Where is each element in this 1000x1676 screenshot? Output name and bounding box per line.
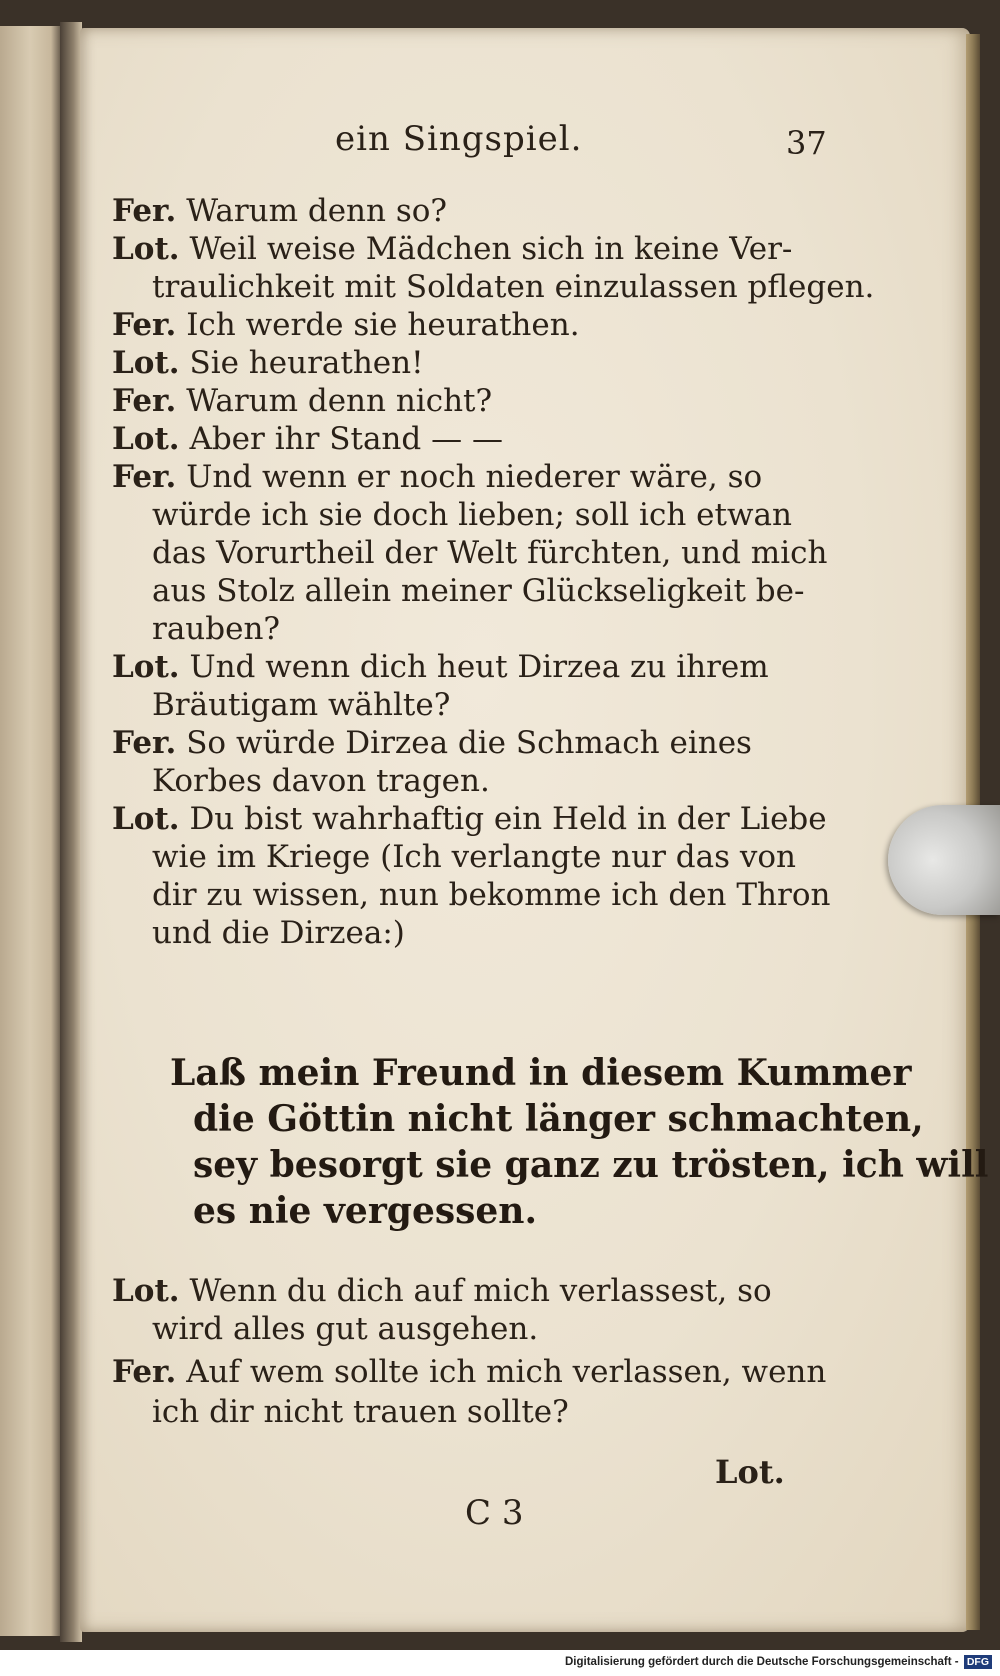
- line-text: dir zu wissen, nun bekomme ich den Thron: [152, 877, 831, 913]
- page-clip: [888, 805, 1000, 915]
- dialogue-line: [152, 268, 874, 306]
- catchword: Lot.: [715, 1453, 785, 1491]
- line-text: würde ich sie doch lieben; soll ich etwan: [152, 497, 792, 533]
- dialogue-line: [152, 572, 804, 610]
- dialogue-line: [152, 876, 830, 914]
- facing-page-edge: [0, 26, 60, 1636]
- line-text: traulichkeit mit Soldaten einzulassen pflegen.: [152, 269, 875, 305]
- speaker-label: Lot.: [112, 421, 180, 457]
- dialogue-line: [152, 496, 792, 534]
- dialogue-line: [112, 800, 827, 838]
- dialogue-line: [112, 344, 424, 382]
- song-line: Laß mein Freund in diesem Kummer: [170, 1052, 912, 1094]
- song-line: die Göttin nicht länger schmachten,: [193, 1098, 924, 1140]
- dialogue-line: [112, 230, 792, 268]
- line-text: Korbes davon tragen.: [152, 763, 490, 799]
- line-text: Du bist wahrhaftig ein Held in der Liebe: [189, 801, 827, 837]
- speaker-label: Fer.: [112, 383, 177, 419]
- dialogue-line: [112, 1353, 826, 1391]
- dialogue-line: [152, 610, 280, 648]
- speaker-label: Fer.: [112, 193, 177, 229]
- dialogue-line: [112, 648, 769, 686]
- speaker-label: Fer.: [112, 307, 177, 343]
- speaker-label: Lot.: [112, 649, 180, 685]
- dialogue-line: [112, 420, 503, 458]
- line-text: Aber ihr Stand — —: [189, 421, 503, 457]
- dialogue-line: [112, 724, 752, 762]
- song-line: es nie vergessen.: [193, 1190, 538, 1232]
- dfg-logo: DFG: [964, 1655, 992, 1669]
- dialogue-line: [112, 306, 580, 344]
- line-text: das Vorurtheil der Welt fürchten, und mich: [152, 535, 828, 571]
- line-text: ich dir nicht trauen sollte?: [152, 1394, 569, 1430]
- song-line: sey besorgt sie ganz zu trösten, ich will: [193, 1144, 989, 1186]
- digitization-credit: [565, 1651, 992, 1673]
- line-text: Bräutigam wählte?: [152, 687, 451, 723]
- dialogue-line: [112, 382, 492, 420]
- speaker-label: Lot.: [112, 345, 180, 381]
- signature-mark: C 3: [465, 1493, 524, 1533]
- line-text: rauben?: [152, 611, 281, 647]
- dialogue-line: [112, 1272, 772, 1310]
- dialogue-line: [152, 914, 405, 952]
- line-text: Ich werde sie heurathen.: [186, 307, 580, 343]
- dialogue-line: [152, 838, 796, 876]
- speaker-label: Lot.: [112, 1273, 180, 1309]
- line-text: Weil weise Mädchen sich in keine Ver-: [189, 231, 793, 267]
- dialogue-line: [112, 192, 447, 230]
- speaker-label: Fer.: [112, 1354, 177, 1390]
- line-text: Und wenn dich heut Dirzea zu ihrem: [189, 649, 769, 685]
- dialogue-line: [152, 762, 490, 800]
- running-head: ein Singspiel.: [335, 119, 583, 159]
- line-text: aus Stolz allein meiner Glückseligkeit be-: [152, 573, 805, 609]
- dialogue-line: [112, 458, 762, 496]
- line-text: Und wenn er noch niederer wäre, so: [186, 459, 763, 495]
- line-text: Warum denn so?: [186, 193, 448, 229]
- line-text: Sie heurathen!: [189, 345, 424, 381]
- speaker-label: Fer.: [112, 725, 177, 761]
- line-text: Wenn du dich auf mich verlassest, so: [189, 1273, 772, 1309]
- credit-text: Digitalisierung gefördert durch die Deutsche Forschungsgemeinschaft -: [565, 1656, 959, 1668]
- line-text: wird alles gut ausgehen.: [152, 1311, 539, 1347]
- line-text: Auf wem sollte ich mich verlassen, wenn: [186, 1354, 827, 1390]
- book-gutter: [60, 22, 82, 1642]
- line-text: Warum denn nicht?: [186, 383, 493, 419]
- dialogue-line: [152, 686, 450, 724]
- page-number: 37: [786, 124, 827, 162]
- speaker-label: Lot.: [112, 231, 180, 267]
- line-text: und die Dirzea:): [152, 915, 405, 951]
- line-text: wie im Kriege (Ich verlangte nur das von: [152, 839, 796, 875]
- speaker-label: Fer.: [112, 459, 177, 495]
- dialogue-line: [152, 1310, 538, 1348]
- speaker-label: Lot.: [112, 801, 180, 837]
- line-text: So würde Dirzea die Schmach eines: [186, 725, 752, 761]
- dialogue-line: [152, 1393, 569, 1431]
- dialogue-line: [152, 534, 827, 572]
